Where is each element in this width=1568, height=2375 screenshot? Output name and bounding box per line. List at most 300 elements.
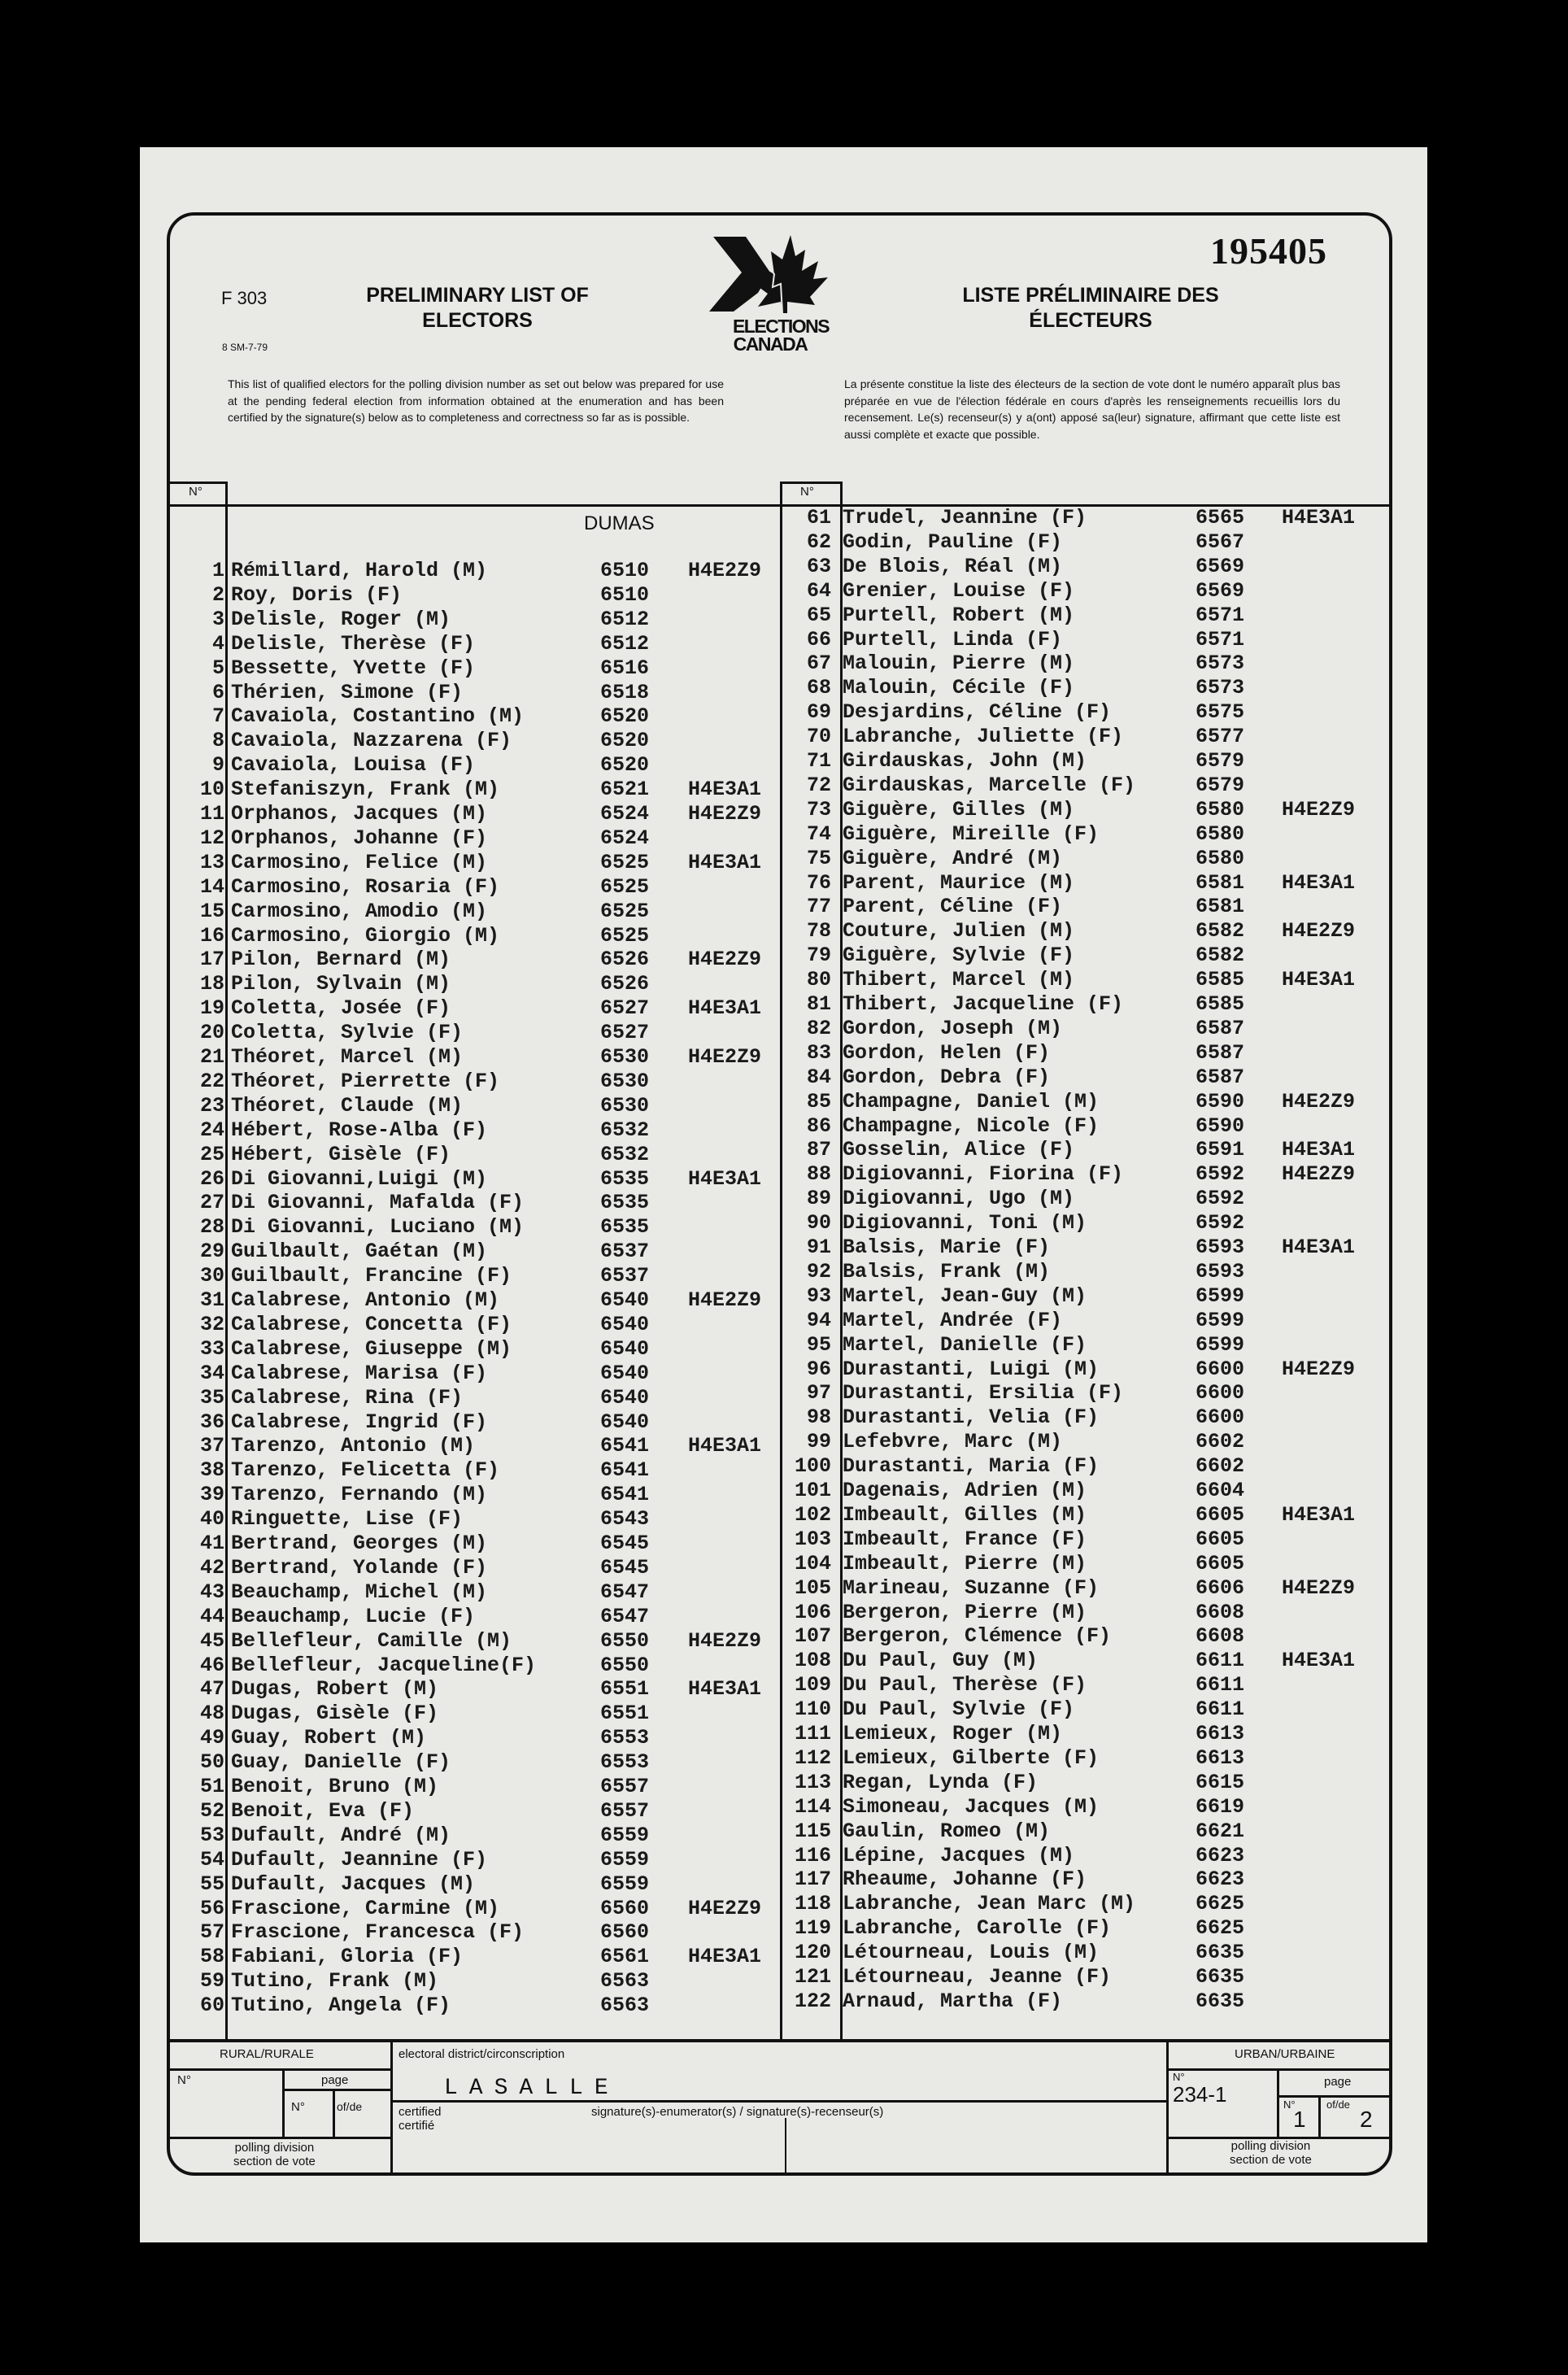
- elector-name: Purtell, Robert (M): [843, 603, 1075, 627]
- urban-page-no-label: N°: [1283, 2098, 1296, 2111]
- elector-name: Gosselin, Alice (F): [843, 1138, 1075, 1162]
- elector-number: 38: [199, 1458, 224, 1483]
- civic-number: 6582: [1196, 919, 1245, 943]
- elector-name: Parent, Céline (F): [843, 895, 1063, 919]
- street-name: DUMAS: [584, 512, 655, 534]
- rural-page-label: page: [321, 2073, 349, 2087]
- elector-number: 68: [806, 676, 831, 700]
- civic-number: 6569: [1196, 554, 1245, 578]
- certified-label-fr: certifié: [399, 2119, 435, 2133]
- elector-row: [0, 628, 1568, 652]
- civic-number: 6593: [1196, 1259, 1245, 1283]
- rule: [170, 482, 227, 484]
- elector-name: Dufault, Jeannine (F): [231, 1847, 488, 1872]
- elector-number: 106: [794, 1600, 831, 1624]
- elector-number: 23: [199, 1093, 224, 1118]
- elector-number: 32: [199, 1312, 224, 1336]
- elector-number: 46: [199, 1653, 224, 1677]
- civic-number: 6557: [600, 1775, 650, 1798]
- elector-name: Digiovanni, Toni (M): [843, 1211, 1087, 1235]
- civic-number: 6563: [600, 1994, 650, 2018]
- elector-row: [0, 1941, 1568, 1965]
- civic-number: 6559: [600, 1872, 650, 1896]
- civic-number: 6575: [1196, 700, 1245, 725]
- elector-name: Coletta, Sylvie (F): [231, 1021, 464, 1045]
- elector-name: Desjardins, Céline (F): [843, 700, 1112, 725]
- elector-row: [0, 1405, 1568, 1430]
- postal-code: H4E3A1: [1282, 506, 1356, 529]
- civic-number: 6526: [600, 948, 650, 972]
- elector-name: Arnaud, Martha (F): [843, 1989, 1063, 2013]
- elector-row: [0, 847, 1568, 871]
- certified-label: [399, 2105, 442, 2133]
- elector-number: 93: [806, 1283, 831, 1308]
- elector-number: 54: [199, 1847, 224, 1872]
- civic-number: 6516: [600, 656, 650, 680]
- rural-polling-label-fr: section de vote: [233, 2155, 316, 2168]
- civic-number: 6512: [600, 631, 650, 656]
- elector-row: [0, 1041, 1568, 1065]
- elector-name: Du Paul, Therèse (F): [843, 1673, 1087, 1697]
- title-fr-line-2: ÉLECTEURS: [1029, 309, 1152, 332]
- elector-row: [0, 1187, 1568, 1211]
- elector-name: Imbeault, Gilles (M): [843, 1502, 1087, 1527]
- civic-number: 6590: [1196, 1113, 1245, 1138]
- elections-canada-logo: [709, 232, 856, 354]
- civic-number: 6560: [600, 1920, 650, 1945]
- elector-name: Parent, Maurice (M): [843, 870, 1075, 895]
- elector-row: [0, 1965, 1568, 1989]
- civic-number: 6623: [1196, 1843, 1245, 1867]
- elector-name: Di Giovanni,Luigi (M): [231, 1166, 488, 1191]
- civic-number: 6551: [600, 1702, 650, 1726]
- elector-name: Dufault, André (M): [231, 1823, 451, 1847]
- civic-number: 6579: [1196, 773, 1245, 797]
- elector-row: [0, 555, 1568, 579]
- elector-number: 4: [211, 631, 224, 656]
- elector-row: [0, 1260, 1568, 1284]
- elector-name: Fabiani, Gloria (F): [231, 1945, 464, 1969]
- postal-code: H4E3A1: [1282, 870, 1356, 895]
- elector-name: Frascione, Francesca (F): [231, 1920, 525, 1945]
- postal-code: H4E3A1: [688, 850, 762, 874]
- elector-number: 97: [806, 1381, 831, 1405]
- elector-row: [0, 1284, 1568, 1309]
- elector-row: [0, 1235, 1568, 1260]
- civic-number: 6635: [1196, 1941, 1245, 1965]
- urban-page-of-label: of/de: [1326, 2098, 1350, 2111]
- elector-row: [0, 1211, 1568, 1235]
- civic-number: 6590: [1196, 1089, 1245, 1113]
- elector-number: 55: [199, 1872, 224, 1896]
- elector-number: 92: [806, 1259, 831, 1283]
- urban-no-value: 234-1: [1173, 2082, 1227, 2107]
- urban-polling-division: [1230, 2139, 1312, 2167]
- elector-number: 91: [806, 1235, 831, 1259]
- elector-name: Delisle, Roger (M): [231, 607, 451, 631]
- rule: [282, 2089, 391, 2091]
- elector-name: Marineau, Suzanne (F): [843, 1575, 1100, 1600]
- civic-number: 6560: [600, 1896, 650, 1920]
- elector-number: 109: [794, 1673, 831, 1697]
- civic-number: 6525: [600, 874, 650, 899]
- elector-number: 99: [806, 1430, 831, 1454]
- elector-name: Benoit, Eva (F): [231, 1798, 415, 1823]
- civic-number: 6537: [600, 1240, 650, 1264]
- elector-number: 88: [806, 1162, 831, 1187]
- civic-number: 6512: [600, 607, 650, 631]
- elector-name: Calabrese, Concetta (F): [231, 1312, 512, 1336]
- civic-number: 6547: [600, 1604, 650, 1628]
- elector-name: Champagne, Daniel (M): [843, 1089, 1100, 1113]
- civic-number: 6553: [600, 1726, 650, 1750]
- postal-code: H4E3A1: [688, 1434, 762, 1458]
- postal-code: H4E2Z9: [688, 559, 762, 582]
- postal-code: H4E2Z9: [688, 1628, 762, 1653]
- civic-number: 6559: [600, 1823, 650, 1847]
- elector-name: Bessette, Yvette (F): [231, 656, 476, 680]
- elector-row: [0, 1697, 1568, 1722]
- rule: [780, 482, 842, 484]
- elector-number: 96: [806, 1357, 831, 1381]
- certified-label-en: certified: [399, 2105, 442, 2119]
- elector-name: Ringuette, Lise (F): [231, 1507, 464, 1532]
- elector-number: 73: [806, 797, 831, 821]
- elector-name: Guay, Danielle (F): [231, 1750, 451, 1775]
- elector-row: [0, 1430, 1568, 1454]
- civic-number: 6613: [1196, 1722, 1245, 1745]
- elector-number: 12: [199, 826, 224, 850]
- district-label: electoral district/circonscription: [399, 2047, 565, 2061]
- civic-number: 6530: [600, 1045, 650, 1069]
- elector-row: [0, 1601, 1568, 1625]
- postal-code: H4E2Z9: [1282, 1162, 1356, 1187]
- elector-row: [0, 1527, 1568, 1552]
- elector-number: 42: [199, 1555, 224, 1580]
- intro-text-en: This list of qualified electors for the polling division number as set out below was prepared for use at the pending federal election from information obtained at the enumeration and has been certified by the signature(s) below as to completeness and correctness so far as is possible.: [228, 377, 724, 424]
- elector-name: Imbeault, Pierre (M): [843, 1551, 1087, 1575]
- elector-number: 82: [806, 1016, 831, 1040]
- elector-name: Stefaniszyn, Frank (M): [231, 778, 500, 802]
- elector-name: Malouin, Cécile (F): [843, 676, 1075, 700]
- elector-number: 59: [199, 1969, 224, 1994]
- elector-number: 62: [806, 529, 831, 554]
- elector-name: Tarenzo, Fernando (M): [231, 1483, 488, 1507]
- elector-number: 67: [806, 651, 831, 676]
- elector-name: Lemieux, Gilberte (F): [843, 1745, 1100, 1770]
- elector-row: [0, 774, 1568, 798]
- civic-number: 6540: [600, 1385, 650, 1410]
- civic-number: 6569: [1196, 578, 1245, 603]
- elector-number: 22: [199, 1069, 224, 1093]
- elector-number: 10: [199, 778, 224, 802]
- postal-code: H4E2Z9: [1282, 797, 1356, 821]
- elector-number: 66: [806, 627, 831, 651]
- civic-number: 6611: [1196, 1697, 1245, 1722]
- elector-number: 71: [806, 749, 831, 773]
- elector-number: 121: [794, 1965, 831, 1989]
- elector-number: 53: [199, 1823, 224, 1847]
- postal-code: H4E2Z9: [688, 948, 762, 972]
- urban-no-label: N°: [1173, 2071, 1185, 2083]
- civic-number: 6535: [600, 1215, 650, 1240]
- elector-number: 50: [199, 1750, 224, 1775]
- elector-name: Calabrese, Rina (F): [231, 1385, 464, 1410]
- civic-number: 6587: [1196, 1016, 1245, 1040]
- elector-row: [0, 1138, 1568, 1162]
- postal-code: H4E3A1: [688, 1945, 762, 1969]
- elector-name: Bellefleur, Jacqueline(F): [231, 1653, 537, 1677]
- elector-number: 30: [199, 1264, 224, 1288]
- elector-number: 5: [211, 656, 224, 680]
- elector-name: Lemieux, Roger (M): [843, 1722, 1063, 1745]
- civic-number: 6579: [1196, 749, 1245, 773]
- civic-number: 6573: [1196, 651, 1245, 676]
- civic-number: 6605: [1196, 1527, 1245, 1551]
- elector-name: Orphanos, Johanne (F): [231, 826, 488, 850]
- civic-number: 6604: [1196, 1479, 1245, 1502]
- elector-name: Di Giovanni, Luciano (M): [231, 1215, 525, 1240]
- elector-name: Giguère, André (M): [843, 846, 1063, 870]
- civic-number: 6625: [1196, 1916, 1245, 1941]
- elector-number: 27: [199, 1191, 224, 1215]
- elector-row: [0, 1017, 1568, 1041]
- elector-name: Calabrese, Marisa (F): [231, 1361, 488, 1385]
- rule: [1166, 2041, 1169, 2176]
- elector-number: 39: [199, 1483, 224, 1507]
- elector-name: Cavaiola, Nazzarena (F): [231, 729, 512, 753]
- elector-name: Lefebvre, Marc (M): [843, 1430, 1063, 1454]
- elector-row: [0, 506, 1568, 530]
- elector-name: Coletta, Josée (F): [231, 996, 451, 1021]
- civic-number: 6550: [600, 1653, 650, 1677]
- elector-name: Digiovanni, Fiorina (F): [843, 1162, 1124, 1187]
- civic-number: 6582: [1196, 943, 1245, 968]
- elector-number: 47: [199, 1677, 224, 1702]
- rural-label: RURAL/RURALE: [220, 2047, 314, 2061]
- elector-number: 43: [199, 1580, 224, 1604]
- footer-rule: [170, 2039, 1390, 2042]
- civic-number: 6524: [600, 802, 650, 826]
- elector-row: [0, 1867, 1568, 1892]
- elector-number: 72: [806, 773, 831, 797]
- civic-number: 6602: [1196, 1430, 1245, 1454]
- elector-name: Dufault, Jacques (M): [231, 1872, 476, 1896]
- elector-name: Létourneau, Louis (M): [843, 1941, 1100, 1965]
- civic-number: 6592: [1196, 1211, 1245, 1235]
- civic-number: 6527: [600, 1021, 650, 1045]
- elector-name: Benoit, Bruno (M): [231, 1775, 439, 1798]
- elector-name: Gordon, Joseph (M): [843, 1016, 1063, 1040]
- elector-number: 100: [794, 1454, 831, 1479]
- civic-number: 6532: [600, 1142, 650, 1166]
- elector-number: 110: [794, 1697, 831, 1722]
- elector-number: 51: [199, 1775, 224, 1798]
- elector-name: Thérien, Simone (F): [231, 680, 464, 704]
- civic-number: 6510: [600, 559, 650, 582]
- logo-text: ELECTIONS: [732, 316, 830, 337]
- elector-name: Durastanti, Ersilia (F): [843, 1381, 1124, 1405]
- elector-row: [0, 1309, 1568, 1333]
- elector-row: [0, 919, 1568, 943]
- elector-row: [0, 700, 1568, 725]
- elector-row: [0, 1844, 1568, 1868]
- civic-number: 6541: [600, 1483, 650, 1507]
- elector-number: 77: [806, 895, 831, 919]
- elector-number: 58: [199, 1945, 224, 1969]
- civic-number: 6526: [600, 972, 650, 996]
- elector-number: 102: [794, 1502, 831, 1527]
- civic-number: 6553: [600, 1750, 650, 1775]
- civic-number: 6540: [600, 1312, 650, 1336]
- civic-number: 6557: [600, 1798, 650, 1823]
- elector-name: Labranche, Jean Marc (M): [843, 1892, 1136, 1916]
- civic-number: 6537: [600, 1264, 650, 1288]
- elector-row: [0, 1576, 1568, 1601]
- elector-row: [0, 725, 1568, 749]
- elector-name: Balsis, Frank (M): [843, 1259, 1051, 1283]
- district-value: LASALLE: [444, 2076, 620, 2101]
- elector-number: 86: [806, 1113, 831, 1138]
- civic-number: 6563: [600, 1969, 650, 1994]
- elector-number: 26: [199, 1166, 224, 1191]
- elector-number: 78: [806, 919, 831, 943]
- elector-row: [0, 1722, 1568, 1746]
- elector-name: Carmosino, Giorgio (M): [231, 923, 500, 948]
- elector-row: [0, 1819, 1568, 1844]
- civic-number: 6608: [1196, 1600, 1245, 1624]
- elector-name: Dugas, Robert (M): [231, 1677, 439, 1702]
- elector-row: [0, 1771, 1568, 1795]
- civic-number: 6623: [1196, 1867, 1245, 1892]
- elector-name: Carmosino, Felice (M): [231, 850, 488, 874]
- elector-row: [0, 968, 1568, 992]
- civic-number: 6551: [600, 1677, 650, 1702]
- civic-number: 6532: [600, 1118, 650, 1142]
- elector-number: 33: [199, 1336, 224, 1361]
- elector-name: Roy, Doris (F): [231, 582, 403, 607]
- civic-number: 6592: [1196, 1162, 1245, 1187]
- postal-code: H4E2Z9: [1282, 919, 1356, 943]
- elector-number: 40: [199, 1507, 224, 1532]
- elector-name: Labranche, Carolle (F): [843, 1916, 1112, 1941]
- civic-number: 6541: [600, 1458, 650, 1483]
- elector-number: 15: [199, 899, 224, 923]
- civic-number: 6602: [1196, 1454, 1245, 1479]
- elector-number: 115: [794, 1819, 831, 1843]
- elector-number: 117: [794, 1867, 831, 1892]
- elector-row: [0, 1090, 1568, 1114]
- civic-number: 6535: [600, 1191, 650, 1215]
- urban-page-label: page: [1324, 2075, 1352, 2089]
- rule: [1318, 2095, 1321, 2137]
- elector-number: 2: [211, 582, 224, 607]
- postal-code: H4E3A1: [1282, 1502, 1356, 1527]
- elector-number: 64: [806, 578, 831, 603]
- elector-number: 24: [199, 1118, 224, 1142]
- elector-name: Champagne, Nicole (F): [843, 1113, 1100, 1138]
- postal-code: H4E3A1: [688, 778, 762, 802]
- elector-name: Gordon, Debra (F): [843, 1065, 1051, 1089]
- elector-number: 81: [806, 992, 831, 1016]
- elector-number: 63: [806, 554, 831, 578]
- civic-number: 6585: [1196, 968, 1245, 992]
- elector-number: 114: [794, 1794, 831, 1819]
- civic-number: 6540: [600, 1410, 650, 1434]
- elector-number: 65: [806, 603, 831, 627]
- elector-row: [0, 1892, 1568, 1916]
- civic-number: 6593: [1196, 1235, 1245, 1259]
- elector-name: Martel, Danielle (F): [843, 1332, 1087, 1357]
- postal-code: H4E3A1: [1282, 1138, 1356, 1162]
- elector-row: [0, 1065, 1568, 1090]
- elector-row: [0, 1114, 1568, 1139]
- elector-name: Dagenais, Adrien (M): [843, 1479, 1087, 1502]
- elector-row: [0, 604, 1568, 628]
- civic-number: 6525: [600, 850, 650, 874]
- elector-number: 76: [806, 870, 831, 895]
- elector-name: Bellefleur, Camille (M): [231, 1628, 512, 1653]
- elector-number: 21: [199, 1045, 224, 1069]
- civic-number: 6605: [1196, 1551, 1245, 1575]
- postal-code: H4E2Z9: [1282, 1089, 1356, 1113]
- no-header-left: N°: [189, 485, 203, 499]
- elector-number: 118: [794, 1892, 831, 1916]
- elector-name: Théoret, Pierrette (F): [231, 1069, 500, 1093]
- rural-no-label: N°: [177, 2073, 191, 2087]
- no-header-right: N°: [800, 485, 814, 499]
- signature-divider: [785, 2118, 786, 2175]
- elector-number: 20: [199, 1021, 224, 1045]
- elector-number: 45: [199, 1628, 224, 1653]
- elector-name: Durastanti, Luigi (M): [843, 1357, 1100, 1381]
- elector-name: Tarenzo, Antonio (M): [231, 1434, 476, 1458]
- civic-number: 6611: [1196, 1673, 1245, 1697]
- elector-row: [0, 651, 1568, 676]
- civic-number: 6635: [1196, 1965, 1245, 1989]
- elector-number: 95: [806, 1332, 831, 1357]
- elector-name: Tutino, Angela (F): [231, 1994, 451, 2018]
- civic-number: 6621: [1196, 1819, 1245, 1843]
- elector-name: Beauchamp, Lucie (F): [231, 1604, 476, 1628]
- elector-row: [0, 1357, 1568, 1382]
- civic-number: 6518: [600, 680, 650, 704]
- elector-number: 60: [199, 1994, 224, 2018]
- elector-name: Carmosino, Rosaria (F): [231, 874, 500, 899]
- serial-number: 195405: [1210, 230, 1327, 272]
- elector-number: 11: [199, 802, 224, 826]
- elector-name: Labranche, Juliette (F): [843, 725, 1124, 749]
- rule: [1277, 2095, 1391, 2098]
- elector-name: Bergeron, Pierre (M): [843, 1600, 1087, 1624]
- elector-number: 35: [199, 1385, 224, 1410]
- elector-row: [0, 822, 1568, 847]
- urban-page-no-value: 1: [1293, 2107, 1306, 2132]
- postal-code: H4E3A1: [1282, 968, 1356, 992]
- elector-number: 108: [794, 1649, 831, 1673]
- civic-number: 6611: [1196, 1649, 1245, 1673]
- civic-number: 6545: [600, 1555, 650, 1580]
- elector-row: [0, 1795, 1568, 1819]
- civic-number: 6540: [600, 1288, 650, 1312]
- title-en: [315, 283, 640, 333]
- elector-number: 29: [199, 1240, 224, 1264]
- intro-text-fr: La présente constitue la liste des électeurs de la section de vote dont le numéro apparaît plus bas préparée en vue de l'élection fédérale en cours d'après les renseignements recueillis lors du recensement. Le(s) recenseur(s) y a(ont) apposé sa(leur) signature, affirmant que cette liste est aussi complète et exacte que possible.: [844, 377, 1340, 441]
- elector-number: 85: [806, 1089, 831, 1113]
- elector-row: [0, 1333, 1568, 1357]
- rule: [282, 2068, 285, 2137]
- civic-number: 6540: [600, 1336, 650, 1361]
